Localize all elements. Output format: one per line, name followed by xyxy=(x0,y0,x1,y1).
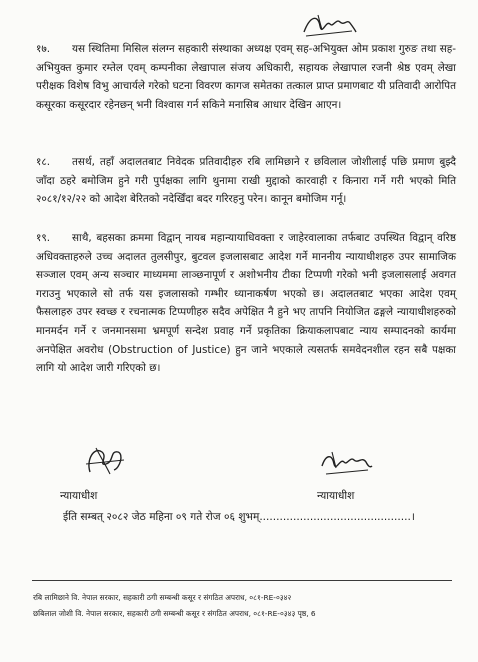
signature-left-judge xyxy=(80,442,130,480)
footer-case-1: रबि लामिछाने वि. नेपाल सरकार, सहकारी ठगी सम्बन्धी कसूर र संगठित अपराध, ०८१-RE-०३४२ xyxy=(33,593,292,602)
paragraph-19 xyxy=(36,229,456,378)
footer-divider xyxy=(32,580,452,581)
paragraph-18 xyxy=(36,153,456,209)
paragraph-number: १८. xyxy=(36,156,51,168)
footer-case-2: छबिलाल जोशी वि. नेपाल सरकार, सहकारी ठगी सम्बन्धी कसूर र संगठित अपराध, ०८१-RE-०३४३ पृष्ठ, 6 xyxy=(33,609,316,618)
date-line: ईति सम्बत् २०८२ जेठ महिना ०९ गते रोज ०६ शुभम्.............................................। xyxy=(63,511,415,523)
judge-label-right: न्यायाधीश xyxy=(317,490,355,502)
paragraph-number: १७. xyxy=(36,43,51,55)
signature-top-right xyxy=(300,10,358,44)
paragraph-number: १९. xyxy=(36,232,51,244)
paragraph-text: यस स्थितिमा मिसिल संलग्न सहकारी संस्थाका अध्यक्ष एवम् सह-अभियुक्त ओम प्रकाश गुरुङ तथा सह-अभियुक्त कुमार रम्तेल एवम् कम्पनीका लेखापाल संजय अधिकारी, सहायक लेखापाल रजनी श्रेष्ठ एवम् लेखा परीक्षक विशेष विभु आचार्यले गरेको घटना विवरण कागज समेतका तत्काल प्राप्त प्रमाणबाट यी प्रतिवादी आरोपित कसूरका कसूरदार रहेनछन् भनी विश्वास गर्न सकिने मनासिब आधार देखिन आएन। xyxy=(36,43,456,111)
paragraph-17 xyxy=(36,40,456,114)
judge-label-left: न्यायाधीश xyxy=(60,490,98,502)
paragraph-text: साथै, बहसका क्रममा विद्वान् नायब महान्यायाधिवक्ता र जाहेरवालाका तर्फबाट उपस्थित विद्वान् वरिष्ठ अधिवक्ताहरुले उच्च अदालत तुलसीपुर, बुटवल इजलासबाट आदेश गर्ने माननीय न्यायाधीशहरु उपर सामाजिक सञ्जाल एवम् अन्य सञ्चार माध्यममा लाञ्छनापूर्ण र अशोभनीय टीका टिप्पणी गरेको भनी इजलासलाई अवगत गराउनु भएकाले सो तर्फ यस इजलासको गम्भीर ध्यानाकर्षण भएको छ। अदालतबाट भएका आदेश एवम् फैसलाहरु उपर स्वच्छ र रचनात्मक टिप्पणीहरु सदैव अपेक्षित नै हुने भए तापनि नियोजित ढङ्गले न्यायाधीशहरुको मानमर्दन गर्ने र जनमानसमा भ्रमपूर्ण सन्देश प्रवाह गर्ने प्रकृतिका क्रियाकलापबाट न्याय सम्पादनको कार्यमा अनपेक्षित अवरोध (Obstruction of Justice) हुन जाने भएकाले त्यसतर्फ समवेदनशील रहन सबै पक्षका लागि यो आदेश जारी गरिएको छ। xyxy=(36,232,456,375)
paragraph-text: तसर्थ, तहाँ अदालतबाट निवेदक प्रतिवादीहरु रबि लामिछाने र छविलाल जोशीलाई पछि प्रमाण बुझ्दै जाँदा ठहरे बमोजिम हुने गरी पुर्पक्षका लागि थुनामा राखी मुद्दाको कारवाही र किनारा गर्ने गरी भएको मिति २०८१/१२/२२ को आदेश बेरितको नदेखिँदा बदर गरिरहनु परेन। कानून बमोजिम गर्नू। xyxy=(36,156,456,206)
signature-right-judge xyxy=(318,448,374,482)
